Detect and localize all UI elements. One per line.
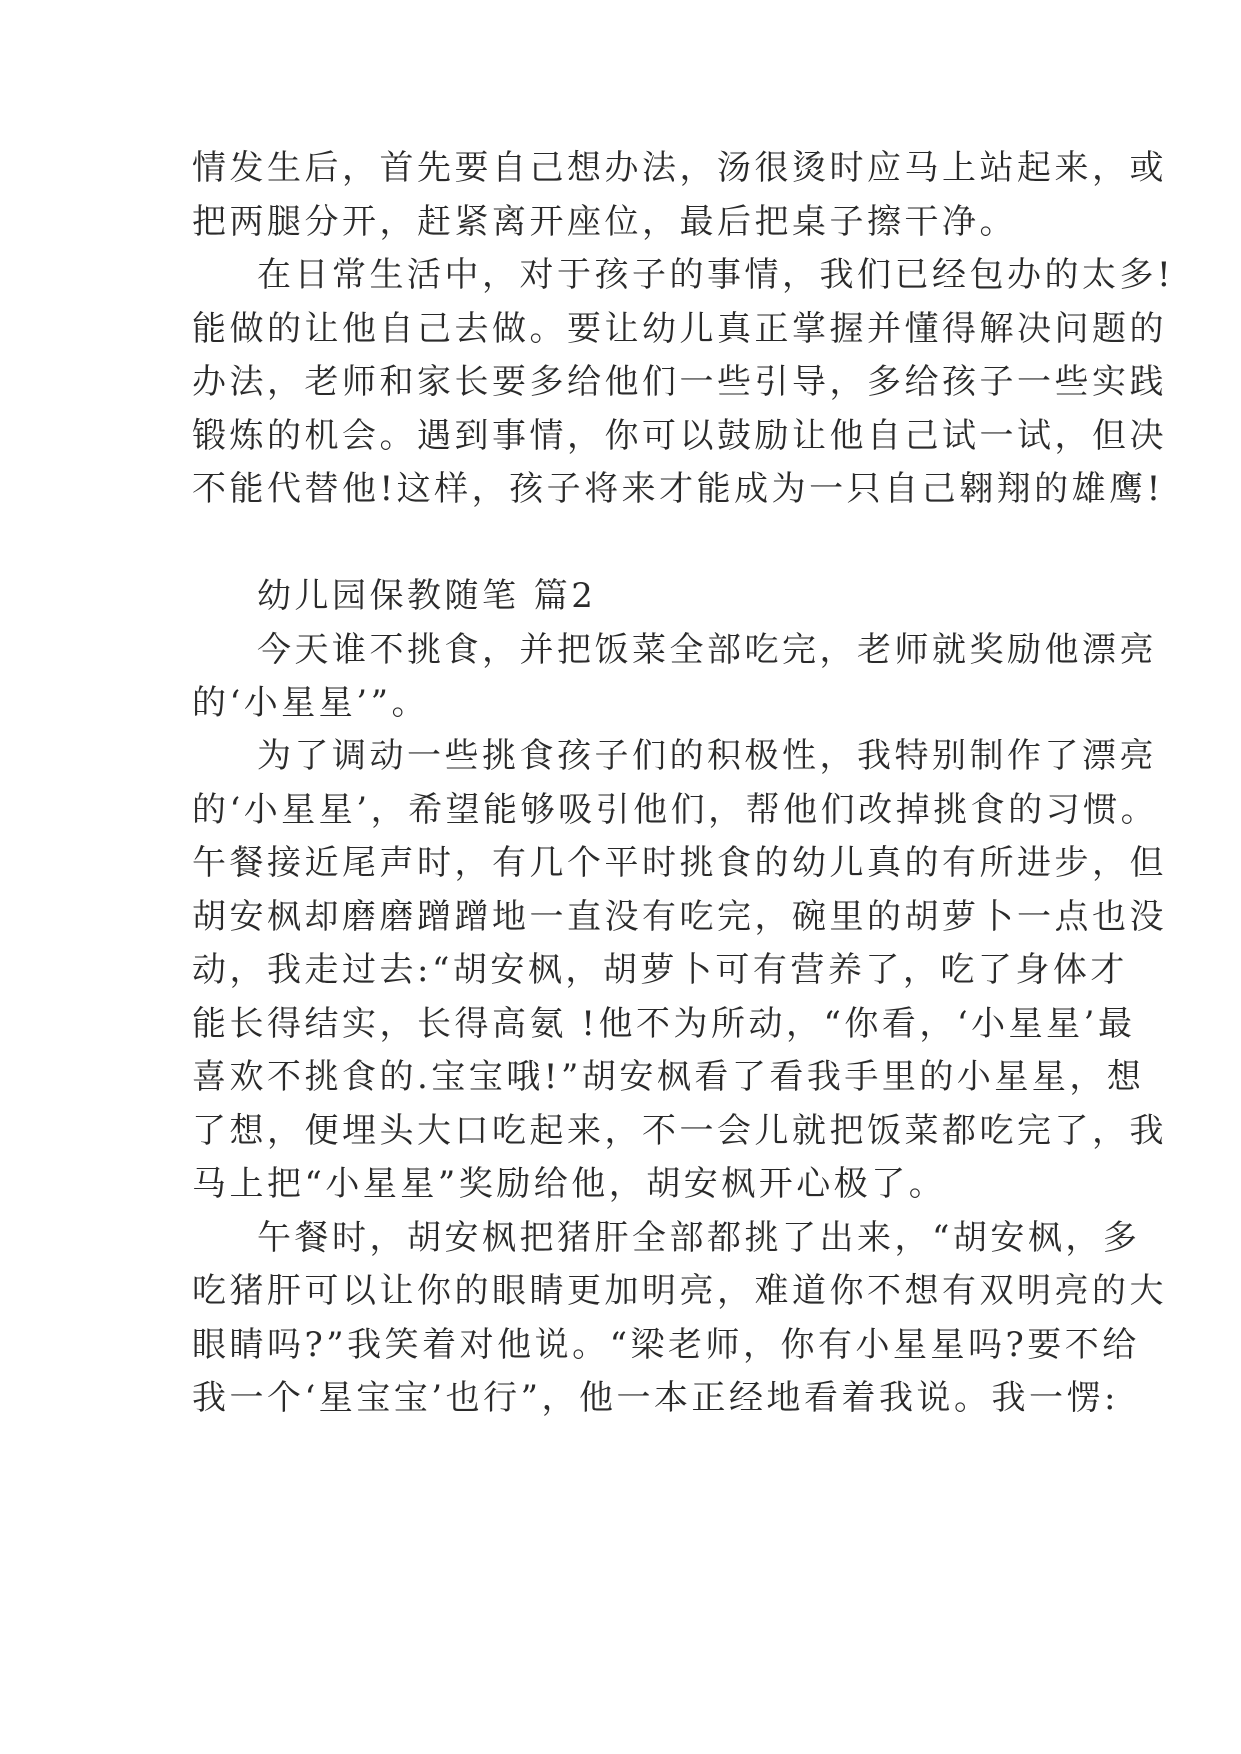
- paragraph-line: 在日常生活中，对于孩子的事情，我们已经包办的太多!: [257, 255, 1175, 295]
- paragraph-line: 吃猪肝可以让你的眼睛更加明亮，难道你不想有双明亮的大: [192, 1271, 1167, 1311]
- paragraph-line: 喜欢不挑食的.宝宝哦!”胡安枫看了看我手里的小星星，想: [192, 1057, 1145, 1097]
- paragraph-line: 不能代替他!这样，孩子将来才能成为一只自己翱翔的雄鹰!: [192, 469, 1164, 509]
- paragraph-line: 为了调动一些挑食孩子们的积极性，我特别制作了漂亮: [257, 736, 1157, 776]
- paragraph-line: 我一个‘星宝宝’也行”，他一本正经地看着我说。我一愣:: [192, 1378, 1119, 1418]
- paragraph-line: 今天谁不挑食，并把饭菜全部吃完，老师就奖励他漂亮: [257, 630, 1157, 670]
- paragraph-line: 的‘小星星’”。: [192, 683, 429, 723]
- paragraph-line: 了想，便埋头大口吃起来，不一会儿就把饭菜都吃完了，我: [192, 1111, 1167, 1151]
- section-heading: 幼儿园保教随笔 篇2: [257, 576, 597, 616]
- paragraph-line: 眼睛吗?”我笑着对他说。“梁老师，你有小星星吗?要不给: [192, 1325, 1140, 1365]
- paragraph-line: 午餐时，胡安枫把猪肝全部都挑了出来，“胡安枫，多: [257, 1218, 1141, 1258]
- paragraph-line: 的‘小星星’，希望能够吸引他们，帮他们改掉挑食的习惯。: [192, 790, 1159, 830]
- paragraph-line: 把两腿分开，赶紧离开座位，最后把桌子擦干净。: [192, 202, 1017, 242]
- paragraph-line: 能长得结实，长得高氨 !他不为所动，“你看，‘小星星’最: [192, 1004, 1136, 1044]
- paragraph-line: 锻炼的机会。遇到事情，你可以鼓励让他自己试一试，但决: [192, 416, 1167, 456]
- paragraph-line: 办法，老师和家长要多给他们一些引导，多给孩子一些实践: [192, 362, 1167, 402]
- paragraph-line: 胡安枫却磨磨蹭蹭地一直没有吃完，碗里的胡萝卜一点也没: [192, 897, 1167, 937]
- paragraph-line: 午餐接近尾声时，有几个平时挑食的幼儿真的有所进步，但: [192, 843, 1167, 883]
- paragraph-line: 情发生后，首先要自己想办法，汤很烫时应马上站起来，或: [192, 148, 1167, 188]
- paragraph-line: 马上把“小星星”奖励给他，胡安枫开心极了。: [192, 1164, 947, 1204]
- paragraph-line: 动，我走过去:“胡安枫，胡萝卜可有营养了，吃了身体才: [192, 950, 1128, 990]
- paragraph-line: 能做的让他自己去做。要让幼儿真正掌握并懂得解决问题的: [192, 309, 1167, 349]
